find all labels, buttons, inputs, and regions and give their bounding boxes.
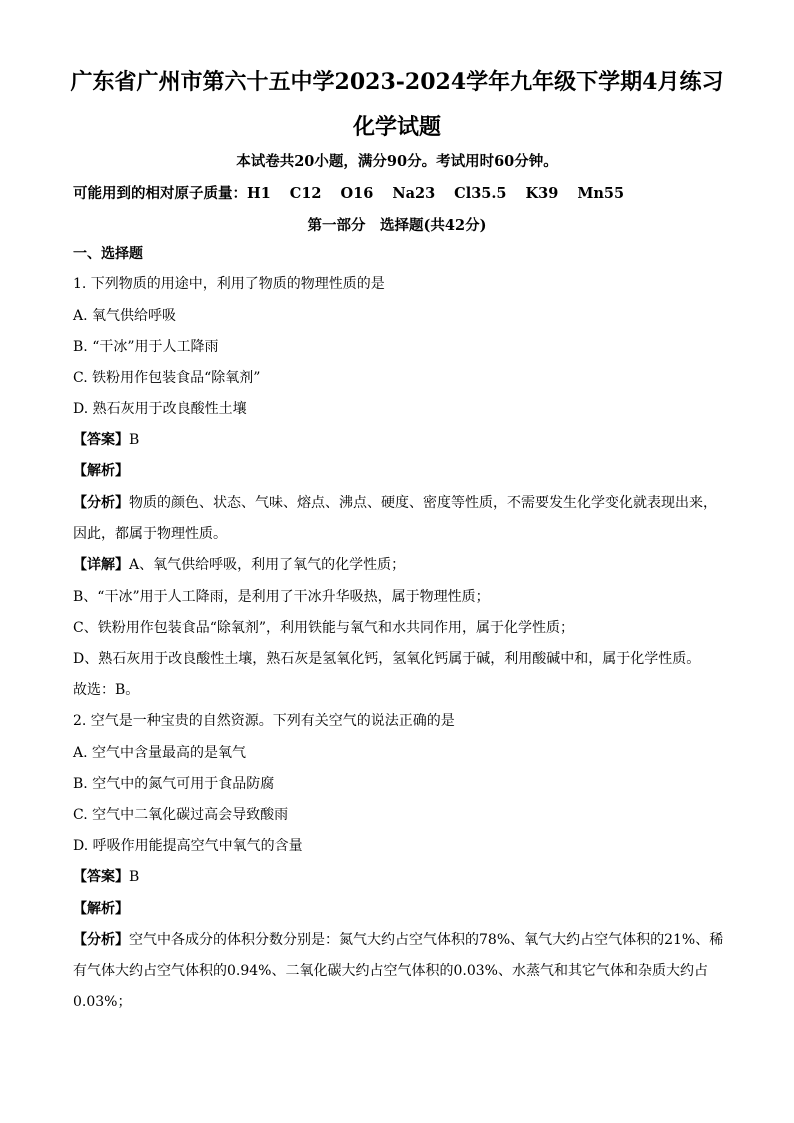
- part-title: 第一部分 选择题(共42分): [307, 217, 487, 234]
- answer-value: B: [129, 869, 140, 885]
- option-d: D. 熟石灰用于改良酸性土壤: [73, 401, 247, 417]
- exam-info: 本试卷共20小题，满分90分。考试用时60分钟。: [236, 153, 558, 170]
- fenxi-text: 有气体大约占空气体积的0.94%、二氧化碳大约占空气体积的0.03%、水蒸气和其它气体和杂质大约占: [73, 963, 708, 979]
- option-a: A. 氧气供给呼吸: [73, 308, 177, 324]
- atomic-mass: Mn55: [577, 185, 625, 202]
- atomic-mass: O16: [340, 185, 374, 202]
- detail-line: [73, 555, 405, 575]
- atomic-masses-label: 可能用到的相对原子质量：: [73, 185, 247, 202]
- answer-line: [73, 867, 139, 887]
- detail-text: A、氧气供给呼吸，利用了氧气的化学性质；: [129, 557, 406, 573]
- atomic-mass: K39: [525, 185, 559, 202]
- atomic-mass: Na23: [392, 185, 436, 202]
- detail-text: B、“干冰”用于人工降雨，是利用了干冰升华吸热，属于物理性质；: [73, 589, 490, 605]
- answer-tag: 【答案】: [73, 432, 129, 448]
- atomic-mass: C12: [289, 185, 322, 202]
- fenxi-text: 物质的颜色、状态、气味、熔点、沸点、硬度、密度等性质，不需要发生化学变化就表现出来，: [129, 495, 717, 511]
- fenxi-text: 0.03%；: [73, 994, 132, 1010]
- option-b: B. “干冰”用于人工降雨: [73, 339, 219, 355]
- option-c: C. 空气中二氧化碳过高会导致酸雨: [73, 807, 289, 823]
- document-title: 广东省广州市第六十五中学2023-2024学年九年级下学期4月练习: [70, 69, 724, 95]
- fenxi-tag: 【分析】: [73, 495, 129, 511]
- option-c: C. 铁粉用作包装食品“除氧剂”: [73, 370, 261, 386]
- option-d: D. 呼吸作用能提高空气中氧气的含量: [73, 838, 303, 854]
- atomic-mass: Cl35.5: [454, 185, 507, 202]
- question-stem: 2. 空气是一种宝贵的自然资源。下列有关空气的说法正确的是: [73, 713, 455, 729]
- analysis-tag: 【解析】: [73, 901, 129, 917]
- analysis-tag: 【解析】: [73, 463, 129, 479]
- option-a: A. 空气中含量最高的是氧气: [73, 745, 247, 761]
- conclusion: 故选：B。: [73, 682, 140, 698]
- atomic-masses-line: [73, 182, 624, 203]
- question-stem: 1. 下列物质的用途中，利用了物质的物理性质的是: [73, 276, 385, 292]
- fenxi-line: [73, 493, 717, 513]
- fenxi-text: 因此，都属于物理性质。: [73, 526, 227, 542]
- fenxi-line: [73, 930, 723, 950]
- detail-text: D、熟石灰用于改良酸性土壤，熟石灰是氢氧化钙，氢氧化钙属于碱，利用酸碱中和，属于化学性质。: [73, 651, 701, 667]
- detail-tag: 【详解】: [73, 557, 129, 573]
- detail-text: C、铁粉用作包装食品“除氧剂”，利用铁能与氧气和水共同作用，属于化学性质；: [73, 620, 575, 636]
- document-subtitle: 化学试题: [352, 114, 441, 140]
- fenxi-text: 空气中各成分的体积分数分别是：氮气大约占空气体积的78%、氧气大约占空气体积的21%、稀: [129, 932, 724, 948]
- option-b: B. 空气中的氮气可用于食品防腐: [73, 776, 275, 792]
- answer-tag: 【答案】: [73, 869, 129, 885]
- fenxi-tag: 【分析】: [73, 932, 129, 948]
- answer-value: B: [129, 432, 140, 448]
- atomic-mass: H1: [247, 185, 271, 202]
- answer-line: [73, 430, 139, 450]
- section-heading: 一、选择题: [73, 246, 143, 262]
